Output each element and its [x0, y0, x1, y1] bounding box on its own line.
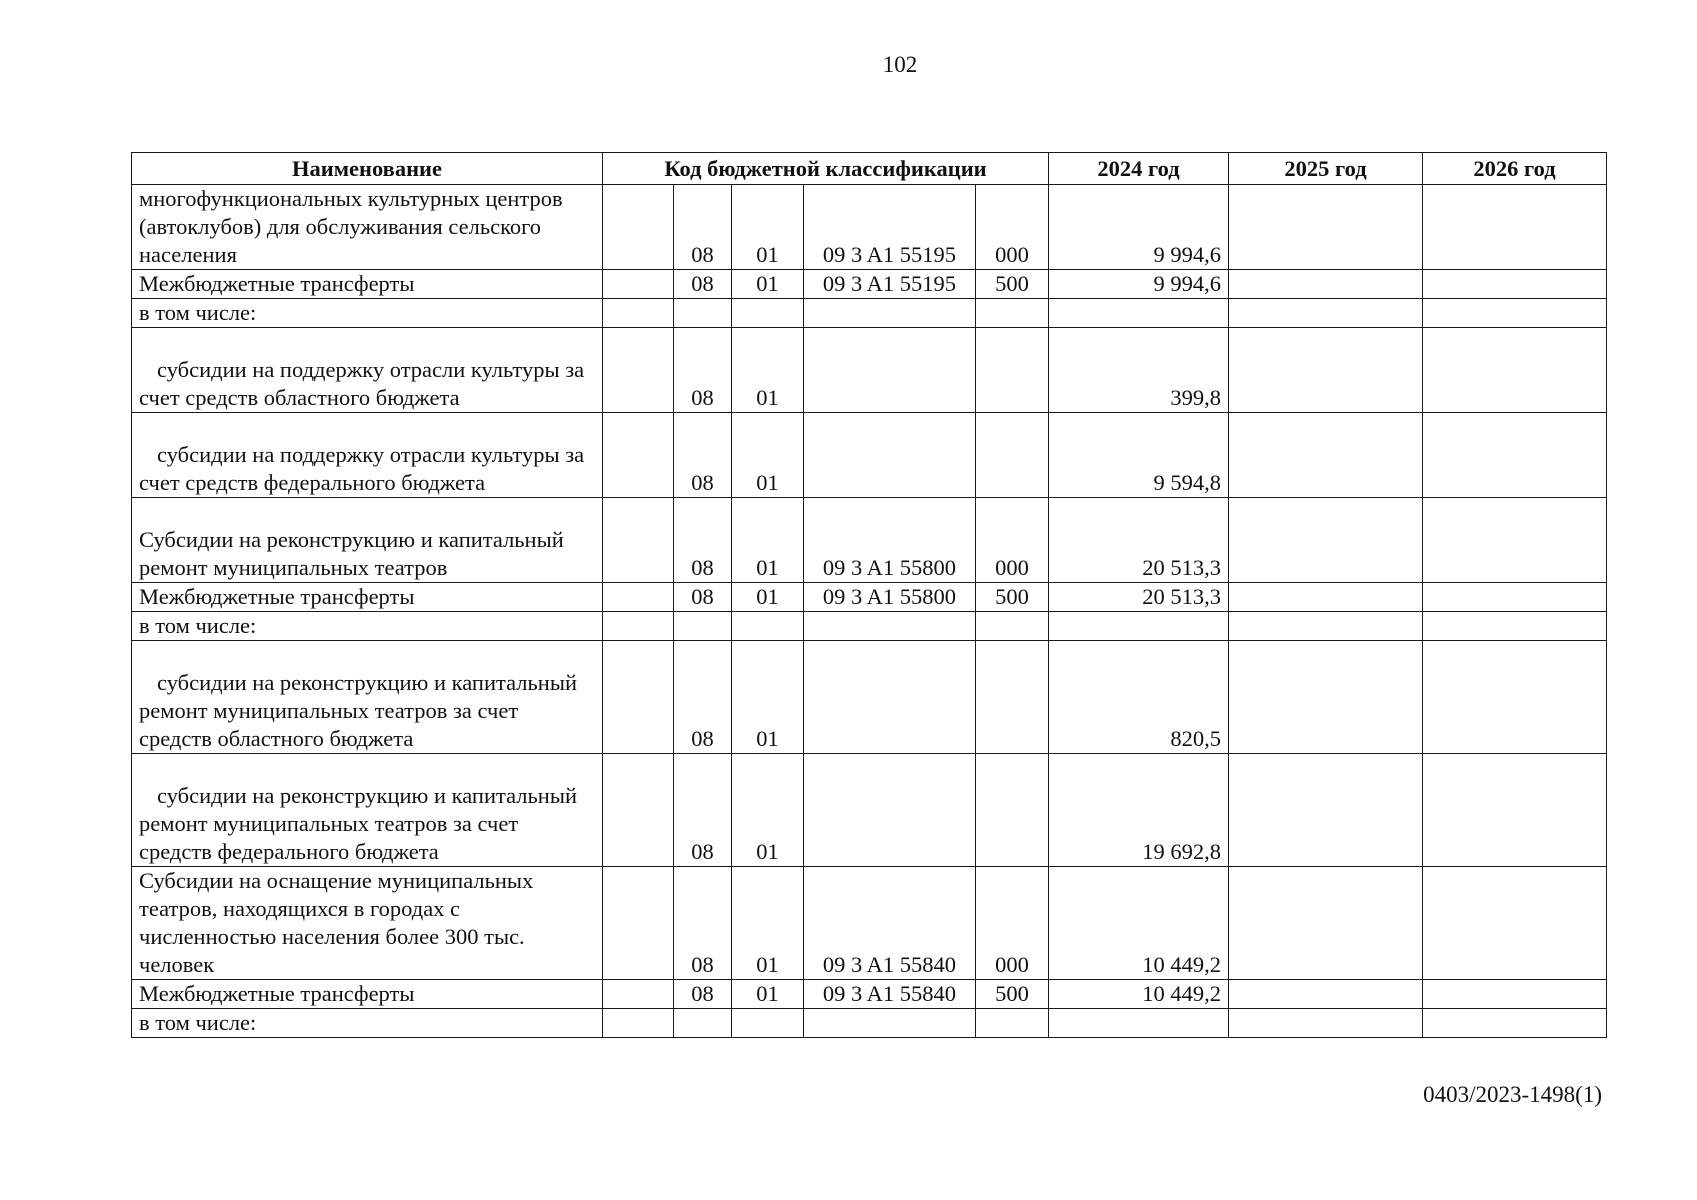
value-2024: 10 449,2	[1049, 867, 1229, 980]
table-row	[132, 270, 1607, 299]
code-section: 08	[674, 185, 732, 270]
code-expense-type: 500	[976, 980, 1049, 1009]
code-subsection: 01	[732, 270, 804, 299]
code-expense-type	[976, 1009, 1049, 1038]
code-expense-type: 500	[976, 583, 1049, 612]
code-blank	[603, 754, 674, 867]
table-row	[132, 583, 1607, 612]
code-section: 08	[674, 583, 732, 612]
code-section	[674, 299, 732, 328]
code-subsection: 01	[732, 583, 804, 612]
table-row	[132, 980, 1607, 1009]
value-2024: 20 513,3	[1049, 498, 1229, 583]
code-subsection	[732, 612, 804, 641]
value-2026	[1423, 413, 1607, 498]
value-2024: 820,5	[1049, 641, 1229, 754]
value-2025	[1229, 270, 1423, 299]
code-target-article	[804, 413, 976, 498]
code-target-article: 09 3 A1 55195	[804, 185, 976, 270]
code-target-article: 09 3 A1 55195	[804, 270, 976, 299]
value-2025	[1229, 1009, 1423, 1038]
row-name: субсидии на реконструкцию и капитальный ремонт муниципальных театров за счет средств областного бюджета	[132, 641, 603, 754]
code-section: 08	[674, 270, 732, 299]
code-subsection: 01	[732, 641, 804, 754]
code-subsection	[732, 299, 804, 328]
code-blank	[603, 641, 674, 754]
table-row	[132, 754, 1607, 867]
value-2025	[1229, 583, 1423, 612]
row-name: Межбюджетные трансферты	[132, 270, 603, 299]
value-2026	[1423, 612, 1607, 641]
code-expense-type	[976, 754, 1049, 867]
code-section	[674, 612, 732, 641]
code-section: 08	[674, 641, 732, 754]
row-name: в том числе:	[132, 299, 603, 328]
code-blank	[603, 413, 674, 498]
value-2026	[1423, 299, 1607, 328]
code-section: 08	[674, 328, 732, 413]
value-2026	[1423, 583, 1607, 612]
value-2026	[1423, 867, 1607, 980]
value-2025	[1229, 498, 1423, 583]
code-blank	[603, 498, 674, 583]
code-expense-type: 000	[976, 867, 1049, 980]
code-blank	[603, 270, 674, 299]
code-target-article	[804, 754, 976, 867]
code-blank	[603, 583, 674, 612]
code-target-article: 09 3 A1 55800	[804, 498, 976, 583]
table-row	[132, 299, 1607, 328]
table-row	[132, 612, 1607, 641]
code-section	[674, 1009, 732, 1038]
table-row	[132, 185, 1607, 270]
code-blank	[603, 328, 674, 413]
table-row	[132, 328, 1607, 413]
value-2026	[1423, 328, 1607, 413]
code-section: 08	[674, 867, 732, 980]
value-2025	[1229, 980, 1423, 1009]
code-blank	[603, 867, 674, 980]
value-2025	[1229, 867, 1423, 980]
value-2025	[1229, 754, 1423, 867]
value-2024: 19 692,8	[1049, 754, 1229, 867]
value-2024	[1049, 1009, 1229, 1038]
header-code: Код бюджетной классификации	[603, 153, 1049, 185]
row-name: в том числе:	[132, 612, 603, 641]
code-blank	[603, 299, 674, 328]
value-2026	[1423, 270, 1607, 299]
page-number: 102	[882, 52, 918, 77]
header-name: Наименование	[132, 153, 603, 185]
value-2026	[1423, 754, 1607, 867]
code-section: 08	[674, 754, 732, 867]
value-2026	[1423, 1009, 1607, 1038]
code-subsection: 01	[732, 185, 804, 270]
code-expense-type	[976, 328, 1049, 413]
row-name: Субсидии на реконструкцию и капитальный ремонт муниципальных театров	[132, 498, 603, 583]
value-2025	[1229, 612, 1423, 641]
code-target-article	[804, 328, 976, 413]
code-blank	[603, 1009, 674, 1038]
value-2026	[1423, 641, 1607, 754]
code-section: 08	[674, 980, 732, 1009]
code-target-article: 09 3 A1 55840	[804, 980, 976, 1009]
value-2024	[1049, 612, 1229, 641]
budget-table	[131, 152, 1607, 1038]
value-2025	[1229, 641, 1423, 754]
code-section: 08	[674, 413, 732, 498]
header-2024: 2024 год	[1049, 153, 1229, 185]
table-row	[132, 867, 1607, 980]
code-subsection: 01	[732, 980, 804, 1009]
code-expense-type	[976, 413, 1049, 498]
code-target-article	[804, 641, 976, 754]
value-2024	[1049, 299, 1229, 328]
value-2025	[1229, 413, 1423, 498]
code-expense-type	[976, 299, 1049, 328]
code-target-article	[804, 1009, 976, 1038]
value-2024: 399,8	[1049, 328, 1229, 413]
code-subsection: 01	[732, 413, 804, 498]
value-2026	[1423, 498, 1607, 583]
row-name: в том числе:	[132, 1009, 603, 1038]
code-expense-type: 000	[976, 185, 1049, 270]
code-expense-type: 000	[976, 498, 1049, 583]
row-name: Субсидии на оснащение муниципальных театров, находящихся в городах с численностью населения более 300 тыс. человек	[132, 867, 603, 980]
code-expense-type	[976, 641, 1049, 754]
table-row	[132, 641, 1607, 754]
value-2025	[1229, 299, 1423, 328]
code-subsection: 01	[732, 498, 804, 583]
code-blank	[603, 185, 674, 270]
code-blank	[603, 612, 674, 641]
value-2024: 9 994,6	[1049, 185, 1229, 270]
value-2026	[1423, 980, 1607, 1009]
value-2025	[1229, 328, 1423, 413]
code-subsection: 01	[732, 754, 804, 867]
value-2024: 9 594,8	[1049, 413, 1229, 498]
code-target-article	[804, 299, 976, 328]
code-expense-type	[976, 612, 1049, 641]
code-section: 08	[674, 498, 732, 583]
code-target-article	[804, 612, 976, 641]
value-2025	[1229, 185, 1423, 270]
value-2026	[1423, 185, 1607, 270]
header-2025: 2025 год	[1229, 153, 1423, 185]
value-2024: 9 994,6	[1049, 270, 1229, 299]
row-name: субсидии на поддержку отрасли культуры за счет средств федерального бюджета	[132, 413, 603, 498]
row-name: субсидии на реконструкцию и капитальный ремонт муниципальных театров за счет средств федерального бюджета	[132, 754, 603, 867]
code-expense-type: 500	[976, 270, 1049, 299]
code-subsection: 01	[732, 867, 804, 980]
code-subsection: 01	[732, 328, 804, 413]
table-header-row	[132, 153, 1607, 185]
table-body	[132, 185, 1607, 1038]
code-subsection	[732, 1009, 804, 1038]
table-row	[132, 413, 1607, 498]
code-target-article: 09 3 A1 55840	[804, 867, 976, 980]
row-name: Межбюджетные трансферты	[132, 583, 603, 612]
table-row	[132, 498, 1607, 583]
row-name: субсидии на поддержку отрасли культуры за счет средств областного бюджета	[132, 328, 603, 413]
document-code: 0403/2023-1498(1)	[1423, 1082, 1602, 1107]
value-2024: 20 513,3	[1049, 583, 1229, 612]
code-target-article: 09 3 A1 55800	[804, 583, 976, 612]
code-blank	[603, 980, 674, 1009]
row-name: многофункциональных культурных центров (автоклубов) для обслуживания сельского населения	[132, 185, 603, 270]
value-2024: 10 449,2	[1049, 980, 1229, 1009]
table-row	[132, 1009, 1607, 1038]
row-name: Межбюджетные трансферты	[132, 980, 603, 1009]
header-2026: 2026 год	[1423, 153, 1607, 185]
